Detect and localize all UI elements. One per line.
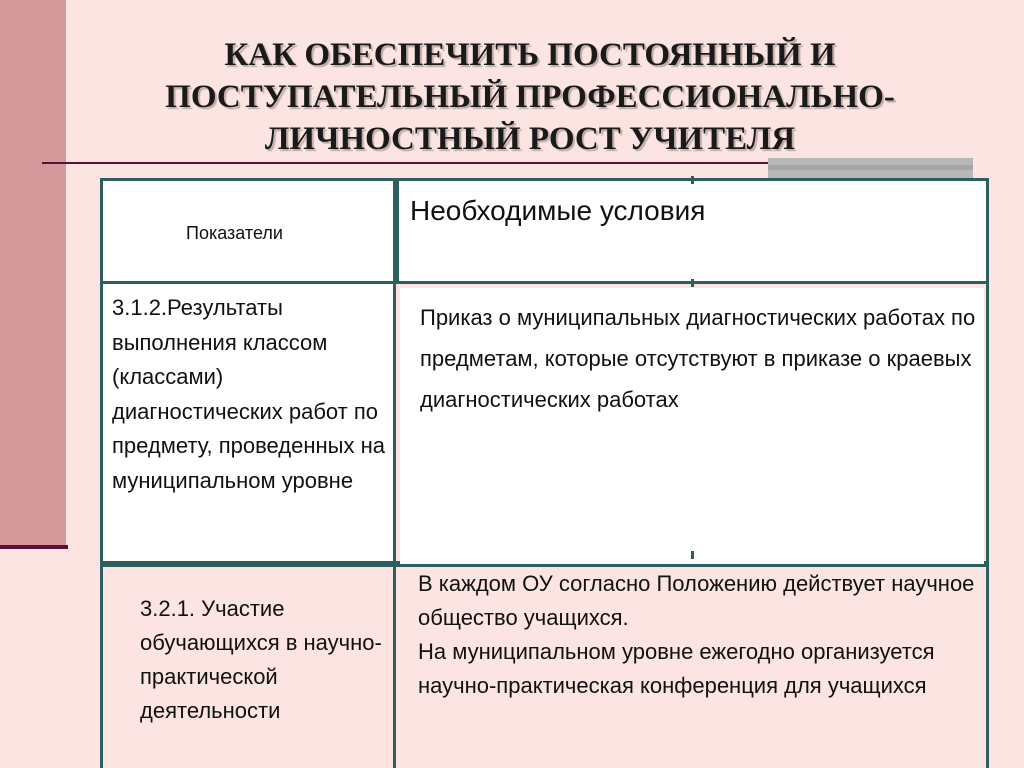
row1-indicator-text: 3.1.2.Результаты выполнения классом (классами) диагностических работ по предмету, проведенных на муниципальном уровне [112,295,385,493]
table-tick [691,176,694,184]
slide-title: КАК ОБЕСПЕЧИТЬ ПОСТОЯННЫЙ И ПОСТУПАТЕЛЬНЫЙ ПРОФЕССИОНАЛЬНО-ЛИЧНОСТНЫЙ РОСТ УЧИТЕЛЯ [165,37,895,157]
row2-indicator-text: 3.2.1. Участие обучающихся в научно-практической деятельности [140,596,382,723]
header-cell-conditions [396,178,989,284]
table-tick [691,279,694,287]
decorative-side-bar [0,0,66,545]
table-tick [691,551,694,559]
row2-condition-text [418,567,983,703]
decorative-gray-block [768,158,973,178]
row1-condition-text: Приказ о муниципальных диагностических работах по предметам, которые отсутствуют в приказе о краевых диагностических работах [420,305,976,412]
header-indicators-label: Показатели [186,223,283,243]
header-conditions-label: Необходимые условия [410,195,706,226]
row2-condition-line2: На муниципальном уровне ежегодно организуется научно-практическая конференция для учащихся [418,639,935,698]
row2-condition-line1: В каждом ОУ согласно Положению действует научное общество учащихся. [418,571,975,630]
decorative-side-bar-line [0,545,68,549]
